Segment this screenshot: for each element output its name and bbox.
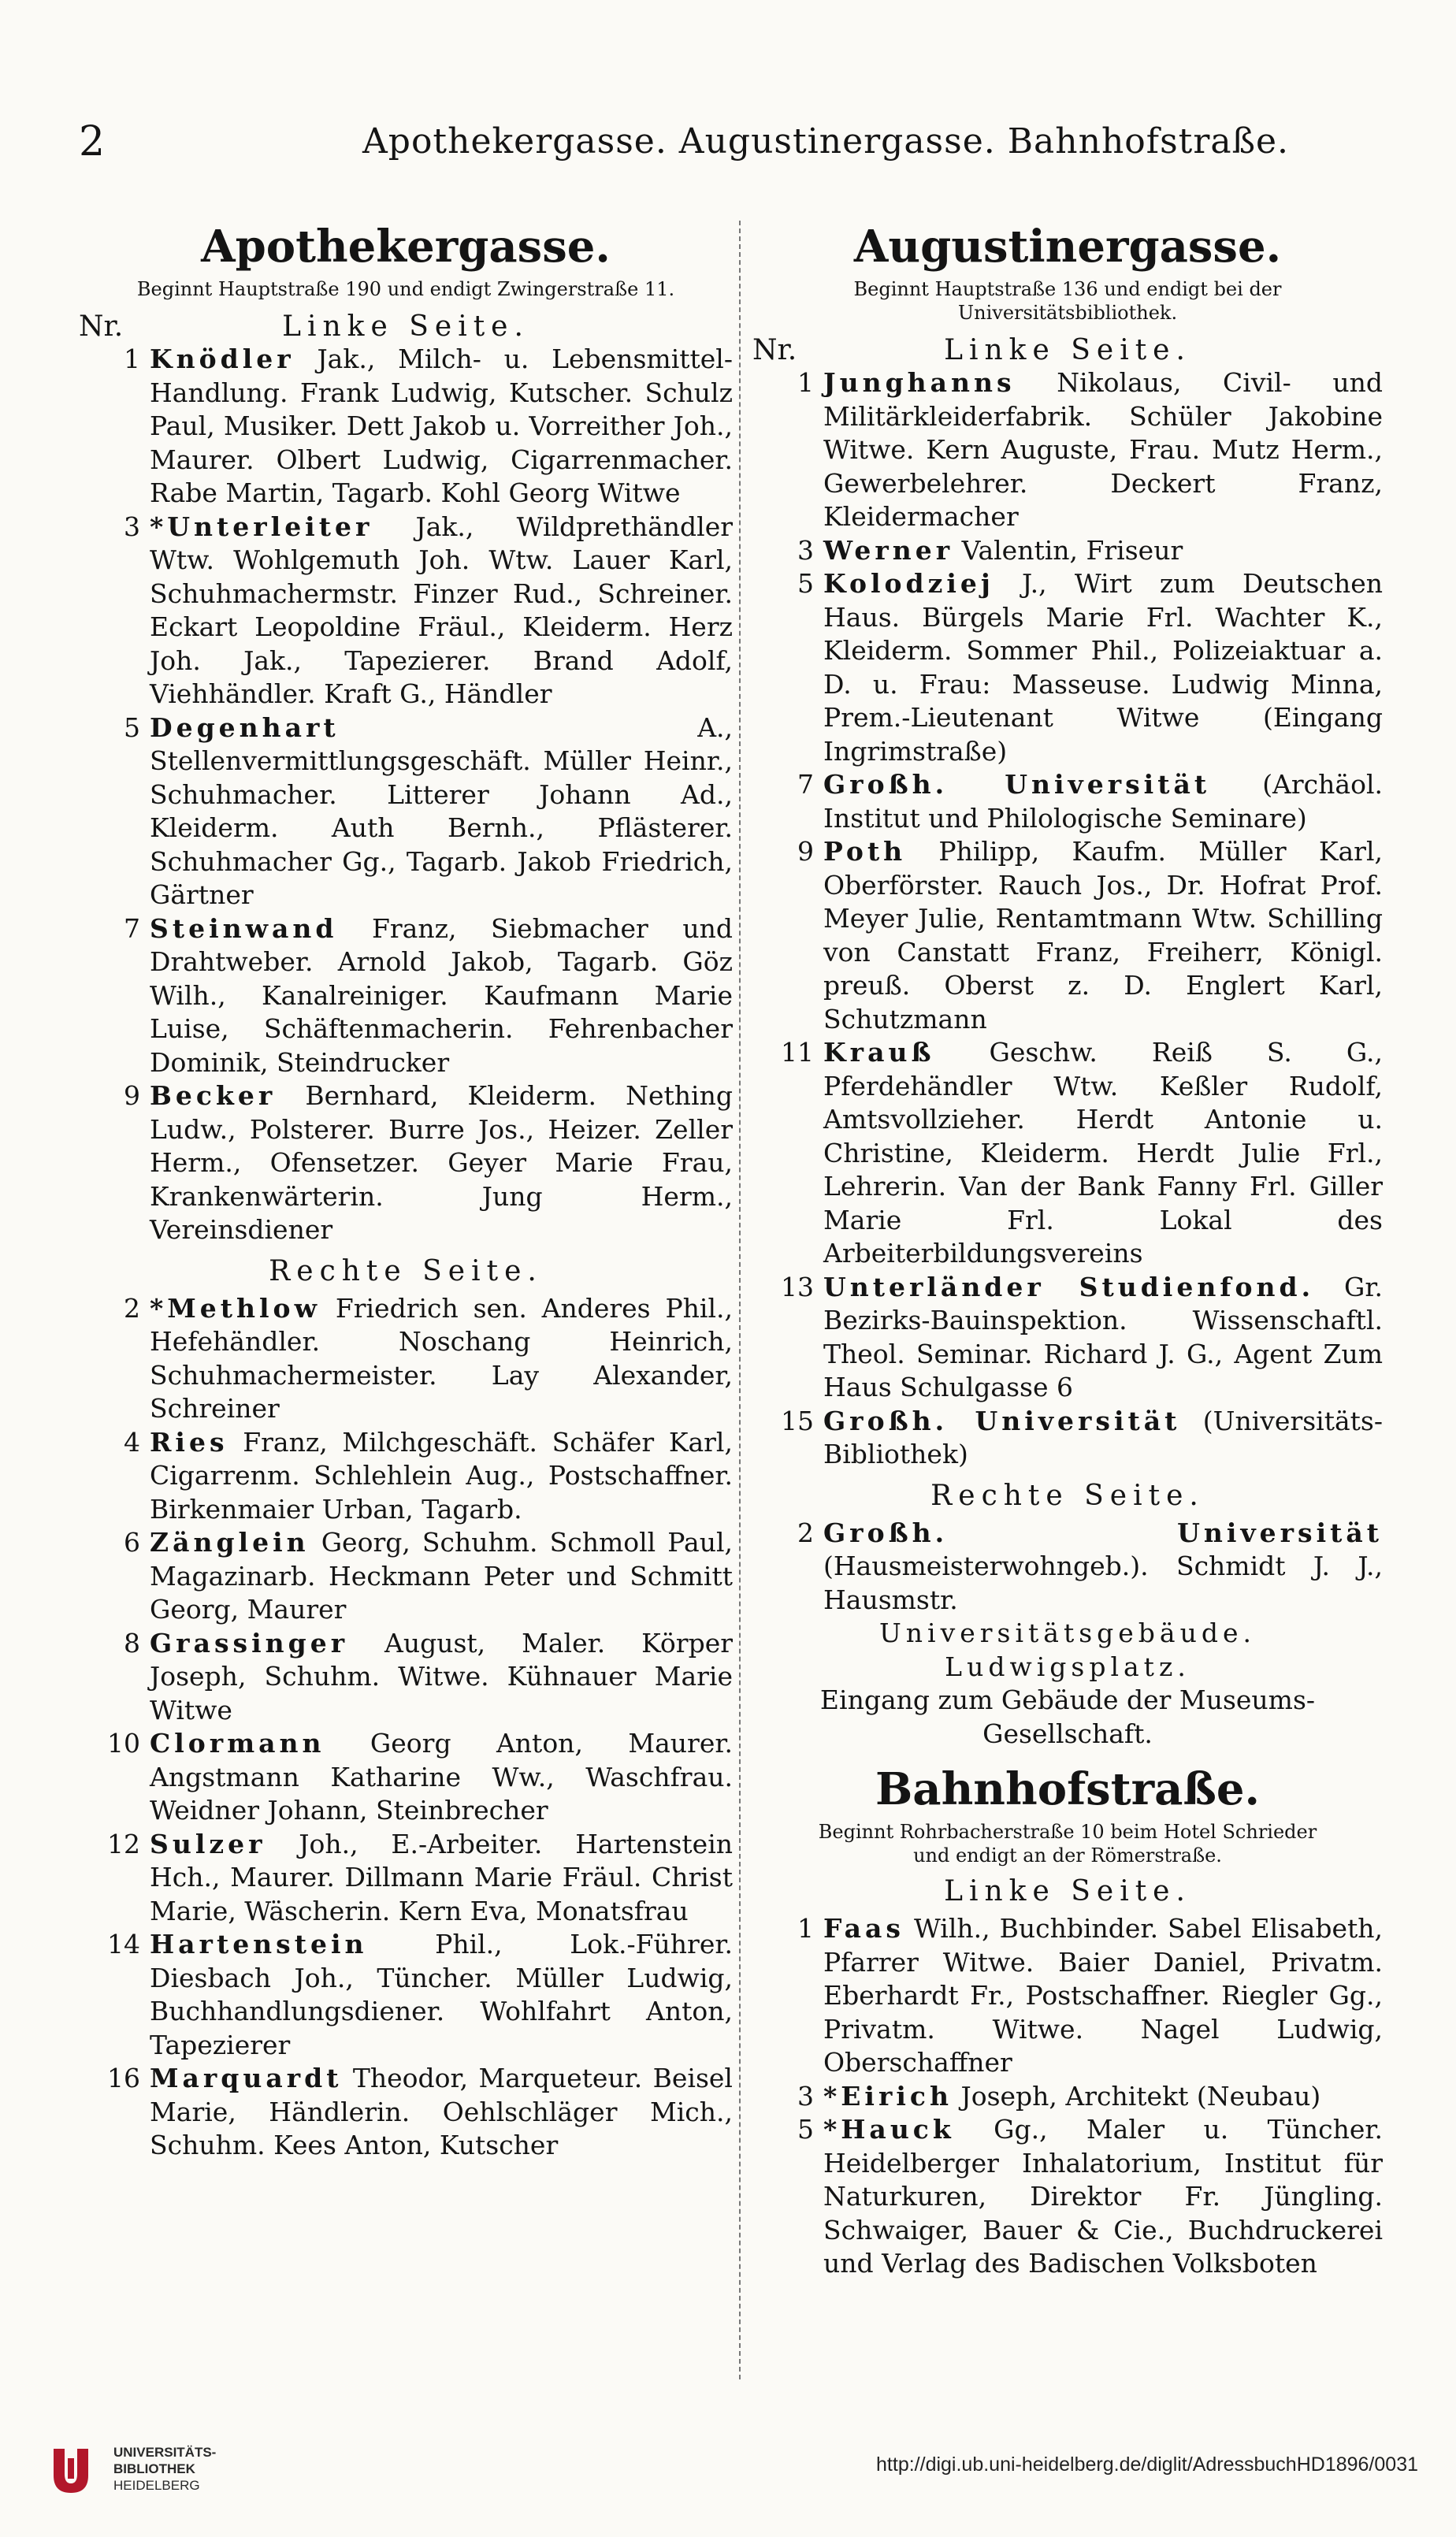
entry-text xyxy=(150,2062,733,2163)
residents-text: (Universitäts-Bibliothek) xyxy=(823,1405,1383,1469)
house-number: 9 xyxy=(797,836,814,867)
library-logo-icon xyxy=(47,2442,95,2498)
address-entry xyxy=(79,2062,733,2163)
residents-text: Joh., E.-Arbeiter. Hartenstein Hch., Maurer. Dillmann Marie Fräul. Christ Marie, Wäscherin. Kern Eva, Monatsfrau xyxy=(150,1828,733,1926)
residents-text: (Archäol. Institut und Philologische Seminare) xyxy=(823,769,1383,834)
right-column xyxy=(752,213,1383,2403)
entry-text xyxy=(823,1036,1383,1271)
residents-text: Jak., Milch- u. Lebensmittel-Handlung. Frank Ludwig, Kutscher. Schulz Paul, Musiker. Dett Jakob u. Vorreither Joh., Maurer. Olbert Ludwig, Cigarrenmacher. Rabe Martin, Tagarb. Kohl Georg Witwe xyxy=(150,344,733,508)
library-name-line: HEIDELBERG xyxy=(113,2478,200,2493)
entry-text xyxy=(823,1271,1383,1405)
address-entry xyxy=(752,1036,1383,1271)
library-name-line: BIBLIOTHEK xyxy=(113,2461,195,2476)
owner-name: Großh. Universität xyxy=(823,1517,1383,1548)
house-number: 1 xyxy=(124,344,140,374)
address-entry xyxy=(79,1727,733,1828)
owner-name: Clormann xyxy=(150,1728,325,1759)
address-entry xyxy=(752,1405,1383,1472)
entry-list-right-side xyxy=(79,1292,733,2163)
owner-name: *Methlow xyxy=(150,1292,321,1324)
address-entry xyxy=(752,1912,1383,2080)
entry-text xyxy=(150,1627,733,1728)
owner-name: Sulzer xyxy=(150,1828,266,1859)
entry-text xyxy=(150,343,733,511)
library-name xyxy=(113,2444,216,2494)
house-number: 2 xyxy=(124,1292,140,1324)
entry-text xyxy=(150,1928,733,2062)
entry-text xyxy=(150,511,733,711)
owner-name: Zänglein xyxy=(150,1527,310,1558)
house-number: 13 xyxy=(781,1271,814,1302)
address-entry xyxy=(752,534,1383,568)
house-number: 15 xyxy=(781,1405,814,1436)
house-number: 6 xyxy=(124,1527,140,1558)
owner-name: Ries xyxy=(150,1426,228,1458)
center-line: Ludwigsplatz. xyxy=(945,1651,1190,1682)
entry-text xyxy=(823,768,1383,835)
address-entry xyxy=(79,1828,733,1929)
house-number: 10 xyxy=(107,1728,140,1759)
owner-name: Unterländer Studienfond. xyxy=(823,1271,1315,1302)
entry-text xyxy=(823,1912,1383,2080)
address-entry xyxy=(79,1292,733,1426)
entry-text xyxy=(823,1405,1383,1472)
owner-name: Poth xyxy=(823,836,907,867)
entry-text xyxy=(823,835,1383,1036)
owner-name: Steinwand xyxy=(150,912,338,944)
owner-name: *Unterleiter xyxy=(150,511,373,542)
source-url[interactable]: http://digi.ub.uni-heidelberg.de/diglit/AdressbuchHD1896/0031 xyxy=(876,2453,1418,2476)
entry-text xyxy=(150,711,733,912)
residents-text: Georg Anton, Maurer. Angstmann Katharine Ww., Waschfrau. Weidner Johann, Steinbrecher xyxy=(150,1728,733,1826)
residents-text: Geschw. Reiß S. G., Pferdehändler Wtw. Keßler Rudolf, Amtsvollzieher. Herdt Antonie u. Christine, Kleiderm. Herdt Julie Frl., Lehrerin. Van der Bank Fanny Frl. Giller Marie Frl. Lokal des Arbeiterbildungsvereins xyxy=(823,1037,1383,1268)
entry-text xyxy=(150,912,733,1080)
entry-text xyxy=(823,567,1383,768)
owner-name: Knödler xyxy=(150,344,295,374)
house-number: 7 xyxy=(124,912,140,944)
entry-text xyxy=(150,1292,733,1426)
street-title-apothekergasse: Apothekergasse. xyxy=(201,221,611,273)
side-heading-right: Rechte Seite. xyxy=(930,1479,1205,1512)
address-entry xyxy=(79,1079,733,1247)
house-number: 1 xyxy=(797,367,814,398)
house-number: 8 xyxy=(124,1627,140,1659)
entry-list-left-side xyxy=(752,366,1383,1472)
residents-text: Valentin, Friseur xyxy=(961,534,1183,566)
owner-name: Kolodziej xyxy=(823,568,994,599)
house-number: 11 xyxy=(781,1037,814,1068)
entry-text xyxy=(150,1079,733,1247)
nr-label: Nr. xyxy=(79,310,124,343)
entry-text xyxy=(823,366,1383,534)
owner-name: Marquardt xyxy=(150,2063,343,2093)
house-number: 5 xyxy=(124,711,140,743)
residents-text: Friedrich sen. Anderes Phil., Hefehändler. Noschang Heinrich, Schuhmachermeister. Lay Alexander, Schreiner xyxy=(150,1292,733,1424)
entry-list-left-side xyxy=(79,343,733,1247)
address-entry xyxy=(752,835,1383,1036)
entry-list-right-side xyxy=(752,1517,1383,1618)
street-title-augustinergasse: Augustinergasse. xyxy=(853,221,1282,273)
street-note: Beginnt Rohrbacherstraße 10 beim Hotel Schrieder xyxy=(818,1821,1317,1843)
footer xyxy=(32,2435,1434,2513)
entry-text xyxy=(150,1426,733,1527)
house-number: 3 xyxy=(124,511,140,542)
center-line: Universitätsgebäude. xyxy=(878,1618,1257,1648)
left-column xyxy=(79,213,733,2403)
nr-label: Nr. xyxy=(752,334,797,366)
owner-name: Junghanns xyxy=(823,367,1016,398)
residents-text: Gr. Bezirks-Bauinspektion. Wissenschaftl. Theol. Seminar. Richard J. G., Agent Zum Haus Schulgasse 6 xyxy=(823,1271,1383,1402)
entry-text xyxy=(150,1727,733,1828)
entry-text xyxy=(823,2113,1383,2281)
house-number: 2 xyxy=(797,1517,814,1548)
running-head: Apothekergasse. Augustinergasse. Bahnhofstraße. xyxy=(362,121,1290,162)
residents-text: J., Wirt zum Deutschen Haus. Bürgels Marie Frl. Wachter K., Kleiderm. Sommer Phil., Polizeiaktuar a. D. u. Frau: Masseuse. Ludwig Minna, Prem.-Lieutenant Witwe (Eingang Ingrimstraße) xyxy=(823,568,1383,767)
residents-text: Philipp, Kaufm. Müller Karl, Oberförster. Rauch Jos., Dr. Hofrat Prof. Meyer Julie, Rentamtmann Wtw. Schilling von Canstatt Franz, Freiherr, Königl. preuß. Oberst z. D. Englert Karl, Schutzmann xyxy=(823,836,1383,1034)
street-note: Beginnt Hauptstraße 136 und endigt bei der xyxy=(853,278,1282,300)
address-entry xyxy=(752,1271,1383,1405)
owner-name: Becker xyxy=(150,1080,277,1111)
owner-name: Faas xyxy=(823,1913,904,1944)
side-heading-row xyxy=(79,310,733,343)
owner-name: Krauß xyxy=(823,1037,935,1068)
house-number: 12 xyxy=(107,1828,140,1859)
owner-name: *Eirich xyxy=(823,2080,953,2112)
library-name-line: UNIVERSITÄTS- xyxy=(113,2445,217,2460)
owner-name: Großh. Universität xyxy=(823,769,1211,800)
entry-text xyxy=(823,534,1383,568)
page-number: 2 xyxy=(79,118,106,165)
residents-text: (Hausmeisterwohngeb.). Schmidt J. J., Hausmstr. xyxy=(823,1551,1383,1615)
street-note: und endigt an der Römerstraße. xyxy=(913,1844,1222,1867)
address-entry xyxy=(79,1627,733,1728)
address-entry xyxy=(752,1517,1383,1618)
address-entry xyxy=(752,2113,1383,2281)
owner-name: Hartenstein xyxy=(150,1929,368,1959)
residents-text: August, Maler. Körper Joseph, Schuhm. Witwe. Kühnauer Marie Witwe xyxy=(150,1627,733,1725)
address-entry xyxy=(79,1526,733,1627)
residents-text: Franz, Siebmacher und Drahtweber. Arnold Jakob, Tagarb. Göz Wilh., Kanalreiniger. Kaufmann Marie Luise, Schäftenmacherin. Fehrenbacher Dominik, Steindrucker xyxy=(150,912,733,1078)
entry-text xyxy=(150,1526,733,1627)
owner-name: Grassinger xyxy=(150,1627,349,1659)
street-title-bahnhofstrasse: Bahnhofstraße. xyxy=(875,1763,1261,1815)
address-entry xyxy=(752,2080,1383,2114)
side-heading-row xyxy=(752,334,1383,366)
owner-name: Werner xyxy=(823,534,954,566)
address-entry xyxy=(79,1928,733,2062)
address-entry xyxy=(79,1426,733,1527)
address-entry xyxy=(752,768,1383,835)
house-number: 5 xyxy=(797,568,814,599)
residents-text: Jak., Wildprethändler Wtw. Wohlgemuth Joh. Wtw. Lauer Karl, Schuhmachermstr. Finzer Rud., Schreiner. Eckart Leopoldine Fräul., Kleiderm. Herz Joh. Jak., Tapezierer. Brand Adolf, Viehhändler. Kraft G., Händler xyxy=(150,511,733,709)
residents-text: Bernhard, Kleiderm. Nething Ludw., Polsterer. Burre Jos., Heizer. Zeller Herm., Ofensetzer. Geyer Marie Frau, Krankenwärterin. Jung Herm., Vereinsdiener xyxy=(150,1080,733,1245)
entry-text xyxy=(823,1517,1383,1618)
house-number: 3 xyxy=(797,2080,814,2112)
residents-text: Wilh., Buchbinder. Sabel Elisabeth, Pfarrer Witwe. Baier Daniel, Privatm. Eberhardt Fr., Postschaffner. Riegler Gg., Privatm. Witwe. Nagel Ludwig, Oberschaffner xyxy=(823,1913,1383,2078)
house-number: 7 xyxy=(797,769,814,800)
street-note: Beginnt Hauptstraße 190 und endigt Zwingerstraße 11. xyxy=(136,278,675,300)
column-divider xyxy=(739,221,741,2379)
address-entry xyxy=(79,343,733,511)
residents-text: A., Stellenvermittlungsgeschäft. Müller Heinr., Schuhmacher. Litterer Johann Ad., Kleiderm. Auth Bernh., Pflästerer. Schuhmacher Gg., Tagarb. Jakob Friedrich, Gärtner xyxy=(150,711,733,910)
street-note: Universitätsbibliothek. xyxy=(957,302,1178,324)
residents-text: Joseph, Architekt (Neubau) xyxy=(960,2080,1321,2112)
side-heading-left: Linke Seite. xyxy=(282,310,529,343)
house-number: 9 xyxy=(124,1080,140,1111)
entry-text xyxy=(150,1828,733,1929)
residents-text: Franz, Milchgeschäft. Schäfer Karl, Cigarrenm. Schlehlein Aug., Postschaffner. Birkenmaier Urban, Tagarb. xyxy=(150,1426,733,1525)
house-number: 1 xyxy=(797,1913,814,1944)
residents-text: Gg., Maler u. Tüncher. Heidelberger Inhalatorium, Institut für Naturkuren, Direktor Fr. Jüngling. Schwaiger, Bauer & Cie., Buchdruckerei und Verlag des Badischen Volksboten xyxy=(823,2114,1383,2279)
owner-name: Großh. Universität xyxy=(823,1405,1181,1436)
house-number: 16 xyxy=(107,2063,140,2093)
residents-text: Georg, Schuhm. Schmoll Paul, Magazinarb. Heckmann Peter und Schmitt Georg, Maurer xyxy=(150,1527,733,1625)
house-number: 4 xyxy=(124,1426,140,1458)
entry-list-left-side xyxy=(752,1912,1383,2281)
residents-text: Phil., Lok.-Führer. Diesbach Joh., Tüncher. Müller Ludwig, Buchhandlungsdiener. Wohlfahrt Anton, Tapezierer xyxy=(150,1929,733,2060)
entry-text xyxy=(823,2080,1383,2114)
residents-text: Nikolaus, Civil- und Militärkleiderfabrik. Schüler Jakobine Witwe. Kern Auguste, Frau. Mutz Herm., Gewerbelehrer. Deckert Franz, Kleidermacher xyxy=(823,367,1383,532)
side-heading-right: Rechte Seite. xyxy=(269,1254,543,1287)
owner-name: Degenhart xyxy=(150,711,340,743)
address-entry xyxy=(752,366,1383,534)
address-entry xyxy=(79,511,733,711)
address-entry xyxy=(79,711,733,912)
address-entry xyxy=(752,567,1383,768)
side-heading-left: Linke Seite. xyxy=(944,334,1191,366)
page-header xyxy=(79,118,1387,181)
house-number: 3 xyxy=(797,534,814,566)
address-entry xyxy=(79,912,733,1080)
center-line: Eingang zum Gebäude der Museums-Gesellschaft. xyxy=(819,1685,1316,1749)
residents-text: Theodor, Marqueteur. Beisel Marie, Händlerin. Oehlschläger Mich., Schuhm. Kees Anton, Kutscher xyxy=(150,2063,733,2160)
side-heading-left: Linke Seite. xyxy=(944,1875,1191,1907)
house-number: 14 xyxy=(107,1929,140,1959)
house-number: 5 xyxy=(797,2114,814,2145)
owner-name: *Hauck xyxy=(823,2114,955,2145)
